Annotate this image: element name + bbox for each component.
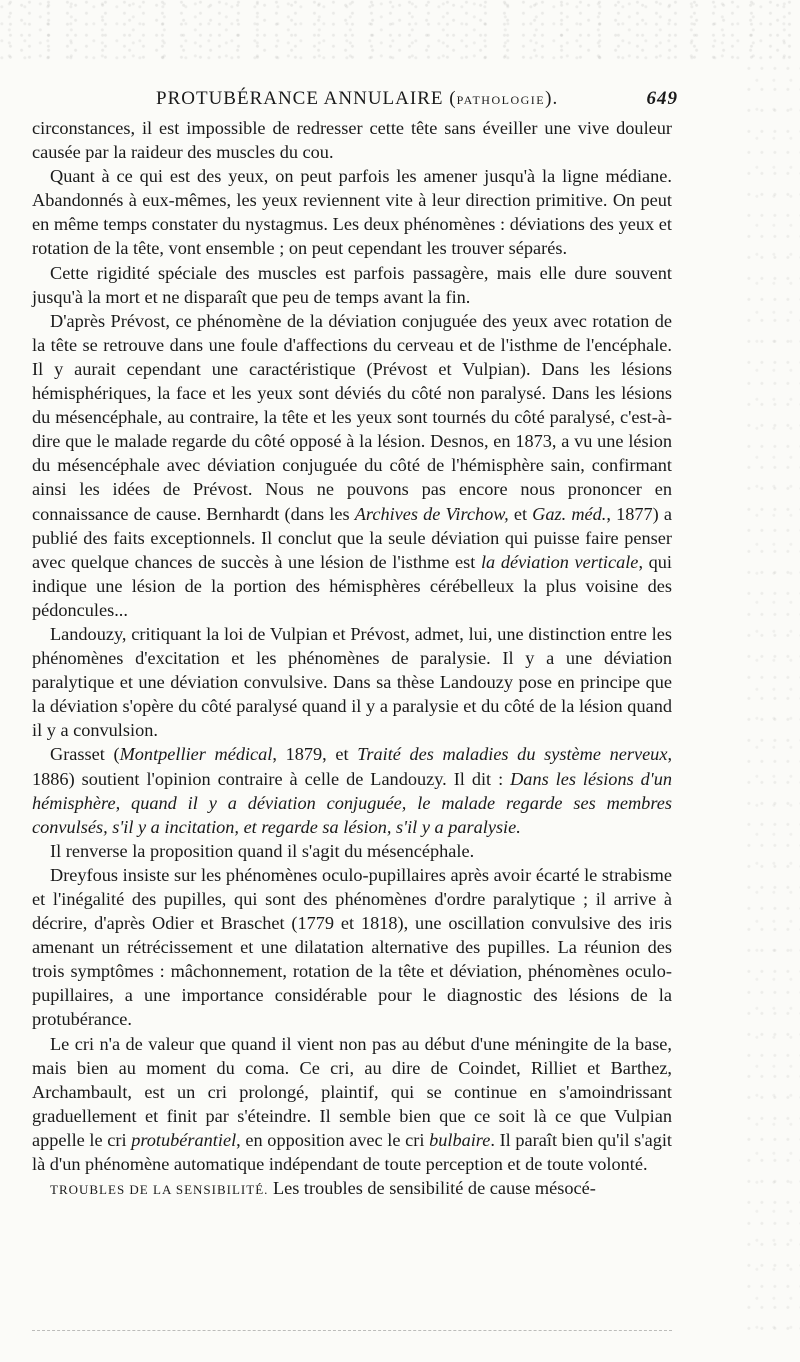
paragraph-7: Il renverse la proposition quand il s'agit du mésencéphale.	[50, 840, 475, 861]
p6-quotation: Dans les lésions d'un hémisphère, quand il y a déviation conjuguée, le malade regarde ses membres convulsés, s'il y a incitation, et regarde sa lésion, s'il y a paralysie.	[32, 768, 672, 837]
paragraph-5: Landouzy, critiquant la loi de Vulpian et Prévost, admet, lui, une distinction entre les phénomènes d'excitation et les phénomènes de paralysie. Il y a une déviation paralytique et une déviation convulsive. Dans sa thèse Landouzy pose en principe que la déviation s'opère du côté paralysé quand il y a paralysie et du côté de la lésion quand il y a convulsion.	[32, 623, 672, 741]
running-header	[118, 84, 678, 114]
paragraph-2: Quant à ce qui est des yeux, on peut parfois les amener jusqu'à la ligne médiane. Abandonnés à eux-mêmes, les yeux reviennent vite à leur direction primitive. On peut en même temps constater du nystagmus. Les deux phénomènes : déviations des yeux et rotation de la tête, vont ensemble ; on peut cependant les trouver séparés.	[32, 166, 672, 259]
bottom-rule	[32, 1330, 672, 1331]
p4-text-b: et	[508, 503, 533, 524]
paragraph-1: circonstances, il est impossible de redresser cette tête sans éveiller une vive douleur causée par la raideur des muscles du cou.	[32, 118, 672, 163]
p6-citation-montpellier: Montpellier médical	[119, 744, 273, 765]
section-heading-sensibilite: TROUBLES DE LA SENSIBILITÉ.	[50, 1182, 269, 1198]
scan-noise-right	[745, 60, 800, 1340]
p9-text-a: Le cri n'a de valeur que quand il vient non pas au début d'une méningite de la base, mais bien au moment du coma. Ce cri, au dire de Coindet, Rilliet et Barthez, Archambault, est un cri prolongé, plaintif, qui se continue en s'amoindrissant graduellement et finit par s'éteindre. Il semble bien que ce soit là ce que Vulpian appelle le cri	[32, 1033, 672, 1150]
p9-term-bulbaire: bulbaire	[429, 1129, 491, 1150]
p6-text-b: , 1879, et	[272, 744, 358, 765]
p9-text-c: . Il paraît bien qu'il s'agit là d'un phénomène automatique indépendant de toute perception et de toute volonté.	[32, 1129, 673, 1175]
paragraph-8: Dreyfous insiste sur les phénomènes oculo-pupillaires après avoir écarté le strabisme et l'inégalité des pupilles, qui sont des phénomènes d'ordre paralytique ; il arrive à décrire, d'après Odier et Braschet (1779 et 1818), une oscillation convulsive des iris amenant un rétrécissement et une dilatation alternative des pupilles. La réunion des trois symptômes : mâchonnement, rotation de la tête et déviation, phénomènes oculo-pupillaires, a une importance considérable pour le diagnostic des lésions de la protubérance.	[32, 864, 672, 1030]
p4-citation-virchow: Archives de Virchow,	[354, 503, 509, 524]
scan-noise-top	[0, 0, 800, 60]
paragraph-10	[32, 1176, 672, 1202]
p6-citation-traite: Traité des maladies du système nerveux	[357, 744, 668, 765]
p6-text-a: Grasset (	[50, 744, 120, 765]
p4-text-a: D'après Prévost, ce phénomène de la déviation conjuguée des yeux avec rotation de la tête se retrouve dans une foule d'affections du cerveau et de l'isthme de l'encéphale. Il y aurait cependant une caractéristique (Prévost et Vulpian). Dans les lésions hémisphériques, la face et les yeux sont déviés du côté non paralysé. Dans les lésions du mésencéphale, au contraire, la tête et les yeux sont tournés du côté paralysé, c'est-à-dire que le malade regarde du côté opposé à la lésion. Desnos, en 1873, a vu une lésion du mésencéphale avec déviation conjuguée du côté de l'hémisphère sain, confirmant ainsi les idées de Prévost. Nous ne pouvons pas encore nous prononcer en connaissance de cause. Bernhardt (dans les	[32, 310, 672, 524]
page-number: 649	[646, 88, 678, 109]
running-title-end: ).	[545, 88, 559, 109]
p4-text-c: , 1877) a publié des faits exceptionnels. Il conclut que la seule déviation qui puisse faire penser avec quelque chances de succès à une lésion de l'isthme est	[32, 503, 672, 572]
p4-emphasis-deviation: la déviation verticale	[480, 551, 639, 572]
p10-text: Les troubles de sensibilité de cause mésocé-	[268, 1178, 596, 1199]
body-text	[32, 116, 672, 1202]
paragraph-9	[32, 1032, 672, 1177]
p9-term-protuberantiel: protubérantiel	[131, 1129, 237, 1150]
paragraph-6	[32, 742, 672, 838]
p9-text-b: , en opposition avec le cri	[236, 1129, 430, 1150]
p6-text-c: , 1886) soutient l'opinion contraire à celle de Landouzy. Il dit :	[32, 744, 673, 789]
running-title	[156, 88, 558, 110]
paragraph-3: Cette rigidité spéciale des muscles est parfois passagère, mais elle dure souvent jusqu'à la mort et ne disparaît que peu de temps avant la fin.	[32, 262, 672, 307]
p4-text-d: , qui indique une lésion de la portion des hémisphères cérébelleux la plus voisine des pédoncules...	[32, 551, 672, 620]
paragraph-4	[32, 309, 672, 622]
p4-citation-gaz: Gaz. méd.	[532, 503, 607, 524]
running-title-section: PATHOLOGIE	[456, 93, 546, 107]
running-title-main: PROTUBÉRANCE ANNULAIRE (	[156, 88, 457, 109]
